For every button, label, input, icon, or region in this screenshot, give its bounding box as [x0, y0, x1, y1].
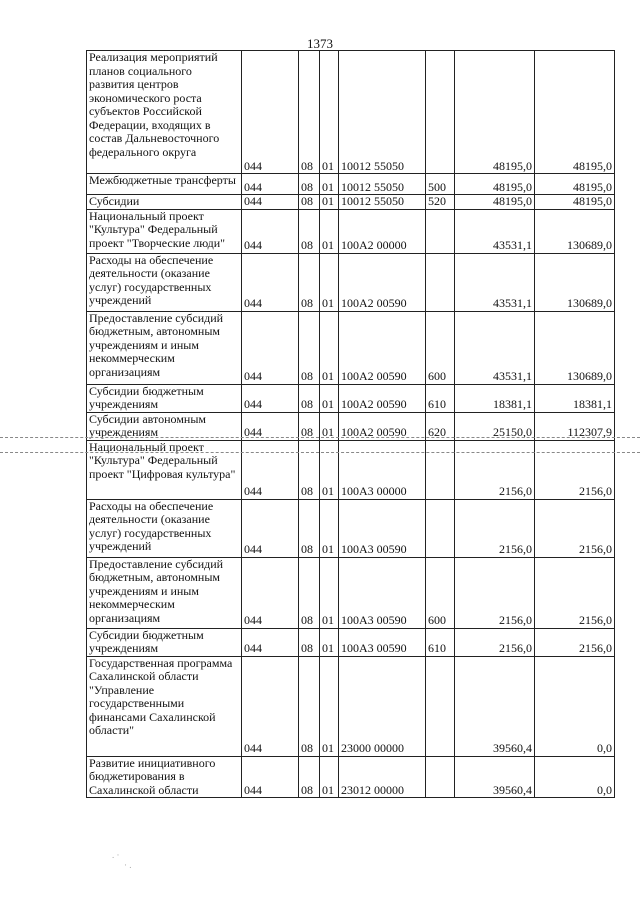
budget-table-body — [87, 51, 615, 798]
section-code-cell: 08 — [299, 174, 320, 195]
amount-2021-cell: 18381,1 — [455, 384, 535, 412]
subsection-code-cell: 01 — [320, 311, 339, 384]
expense-type-cell — [426, 253, 455, 311]
amount-2022-cell: 130689,0 — [535, 253, 615, 311]
table-row — [87, 756, 615, 798]
ministry-code-cell: 044 — [242, 209, 299, 253]
expense-type-cell: 620 — [426, 412, 455, 440]
target-code-cell: 100А2 00590 — [339, 384, 426, 412]
amount-2021-cell: 2156,0 — [455, 557, 535, 628]
ministry-code-cell: 044 — [242, 384, 299, 412]
subsection-code-cell: 01 — [320, 656, 339, 756]
amount-2022-cell: 2156,0 — [535, 628, 615, 656]
expense-type-cell — [426, 51, 455, 174]
amount-2021-cell: 39560,4 — [455, 756, 535, 798]
section-code-cell: 08 — [299, 412, 320, 440]
ministry-code-cell: 044 — [242, 440, 299, 499]
section-code-cell: 08 — [299, 253, 320, 311]
target-code-cell: 10012 55050 — [339, 51, 426, 174]
amount-2021-cell: 2156,0 — [455, 499, 535, 557]
scan-speck: . · — [112, 850, 120, 860]
expense-type-cell — [426, 756, 455, 798]
expense-type-cell — [426, 440, 455, 499]
budget-table — [86, 50, 615, 798]
target-code-cell: 10012 55050 — [339, 174, 426, 195]
table-row — [87, 253, 615, 311]
row-name-cell: Развитие инициативного бюджетирования в Сахалинской области — [87, 756, 242, 798]
scan-speck: · . — [124, 860, 132, 870]
ministry-code-cell: 044 — [242, 756, 299, 798]
section-code-cell: 08 — [299, 440, 320, 499]
expense-type-cell: 600 — [426, 557, 455, 628]
ministry-code-cell: 044 — [242, 311, 299, 384]
row-name-cell: Межбюджетные трансферты — [87, 174, 242, 195]
subsection-code-cell: 01 — [320, 440, 339, 499]
table-row — [87, 384, 615, 412]
section-code-cell: 08 — [299, 557, 320, 628]
table-row — [87, 51, 615, 174]
table-row — [87, 656, 615, 756]
expense-type-cell: 600 — [426, 311, 455, 384]
ministry-code-cell: 044 — [242, 51, 299, 174]
amount-2021-cell: 2156,0 — [455, 440, 535, 499]
target-code-cell: 100А3 00590 — [339, 499, 426, 557]
section-code-cell: 08 — [299, 51, 320, 174]
amount-2022-cell: 18381,1 — [535, 384, 615, 412]
amount-2022-cell: 2156,0 — [535, 557, 615, 628]
section-code-cell: 08 — [299, 384, 320, 412]
section-code-cell: 08 — [299, 756, 320, 798]
target-code-cell: 100А3 00590 — [339, 557, 426, 628]
subsection-code-cell: 01 — [320, 51, 339, 174]
row-name-cell: Национальный проект "Культура" Федеральный проект "Цифровая культура" — [87, 440, 242, 499]
target-code-cell: 100А2 00590 — [339, 412, 426, 440]
amount-2021-cell: 39560,4 — [455, 656, 535, 756]
ministry-code-cell: 044 — [242, 253, 299, 311]
table-row — [87, 174, 615, 195]
table-row — [87, 628, 615, 656]
amount-2022-cell: 0,0 — [535, 756, 615, 798]
row-name-cell: Субсидии — [87, 195, 242, 210]
expense-type-cell: 520 — [426, 195, 455, 210]
table-row — [87, 557, 615, 628]
amount-2022-cell: 48195,0 — [535, 195, 615, 210]
subsection-code-cell: 01 — [320, 209, 339, 253]
table-row — [87, 311, 615, 384]
section-code-cell: 08 — [299, 656, 320, 756]
table-row — [87, 209, 615, 253]
target-code-cell: 100А3 00000 — [339, 440, 426, 499]
amount-2021-cell: 48195,0 — [455, 195, 535, 210]
row-name-cell: Субсидии бюджетным учреждениям — [87, 384, 242, 412]
ministry-code-cell: 044 — [242, 628, 299, 656]
expense-type-cell — [426, 499, 455, 557]
amount-2021-cell: 25150,0 — [455, 412, 535, 440]
amount-2022-cell: 130689,0 — [535, 311, 615, 384]
section-code-cell: 08 — [299, 209, 320, 253]
row-name-cell: Реализация мероприятий планов социального развития центров экономического роста субъектов Российской Федерации, входящих в состав Дальневосточного федерального округа — [87, 51, 242, 174]
row-name-cell: Субсидии автономным учреждениям — [87, 412, 242, 440]
section-code-cell: 08 — [299, 628, 320, 656]
section-code-cell: 08 — [299, 195, 320, 210]
subsection-code-cell: 01 — [320, 195, 339, 210]
amount-2022-cell: 112307,9 — [535, 412, 615, 440]
subsection-code-cell: 01 — [320, 253, 339, 311]
amount-2021-cell: 48195,0 — [455, 51, 535, 174]
target-code-cell: 100А2 00590 — [339, 253, 426, 311]
expense-type-cell — [426, 209, 455, 253]
expense-type-cell: 500 — [426, 174, 455, 195]
amount-2021-cell: 43531,1 — [455, 209, 535, 253]
expense-type-cell: 610 — [426, 384, 455, 412]
ministry-code-cell: 044 — [242, 174, 299, 195]
section-code-cell: 08 — [299, 311, 320, 384]
target-code-cell: 10012 55050 — [339, 195, 426, 210]
amount-2022-cell: 48195,0 — [535, 174, 615, 195]
table-row — [87, 499, 615, 557]
amount-2022-cell: 2156,0 — [535, 499, 615, 557]
ministry-code-cell: 044 — [242, 656, 299, 756]
table-row — [87, 195, 615, 210]
row-name-cell: Субсидии бюджетным учреждениям — [87, 628, 242, 656]
amount-2022-cell: 130689,0 — [535, 209, 615, 253]
amount-2021-cell: 43531,1 — [455, 253, 535, 311]
row-name-cell: Предоставление субсидий бюджетным, автономным учреждениям и иным некоммерческим организациям — [87, 311, 242, 384]
amount-2021-cell: 48195,0 — [455, 174, 535, 195]
ministry-code-cell: 044 — [242, 499, 299, 557]
amount-2021-cell: 2156,0 — [455, 628, 535, 656]
table-row — [87, 412, 615, 440]
ministry-code-cell: 044 — [242, 195, 299, 210]
target-code-cell: 100А2 00000 — [339, 209, 426, 253]
expense-type-cell: 610 — [426, 628, 455, 656]
subsection-code-cell: 01 — [320, 499, 339, 557]
page-number: 1373 — [307, 36, 333, 51]
expense-type-cell — [426, 656, 455, 756]
subsection-code-cell: 01 — [320, 557, 339, 628]
row-name-cell: Предоставление субсидий бюджетным, автономным учреждениям и иным некоммерческим организациям — [87, 557, 242, 628]
amount-2021-cell: 43531,1 — [455, 311, 535, 384]
amount-2022-cell: 0,0 — [535, 656, 615, 756]
table-row — [87, 440, 615, 499]
target-code-cell: 100А2 00590 — [339, 311, 426, 384]
section-code-cell: 08 — [299, 499, 320, 557]
subsection-code-cell: 01 — [320, 384, 339, 412]
target-code-cell: 23012 00000 — [339, 756, 426, 798]
row-name-cell: Расходы на обеспечение деятельности (оказание услуг) государственных учреждений — [87, 253, 242, 311]
row-name-cell: Национальный проект "Культура" Федеральный проект "Творческие люди" — [87, 209, 242, 253]
row-name-cell: Расходы на обеспечение деятельности (оказание услуг) государственных учреждений — [87, 499, 242, 557]
ministry-code-cell: 044 — [242, 557, 299, 628]
row-name-cell: Государственная программа Сахалинской области "Управление государственными финансами Сахалинской области" — [87, 656, 242, 756]
subsection-code-cell: 01 — [320, 412, 339, 440]
amount-2022-cell: 2156,0 — [535, 440, 615, 499]
subsection-code-cell: 01 — [320, 174, 339, 195]
subsection-code-cell: 01 — [320, 756, 339, 798]
ministry-code-cell: 044 — [242, 412, 299, 440]
amount-2022-cell: 48195,0 — [535, 51, 615, 174]
subsection-code-cell: 01 — [320, 628, 339, 656]
target-code-cell: 23000 00000 — [339, 656, 426, 756]
target-code-cell: 100А3 00590 — [339, 628, 426, 656]
